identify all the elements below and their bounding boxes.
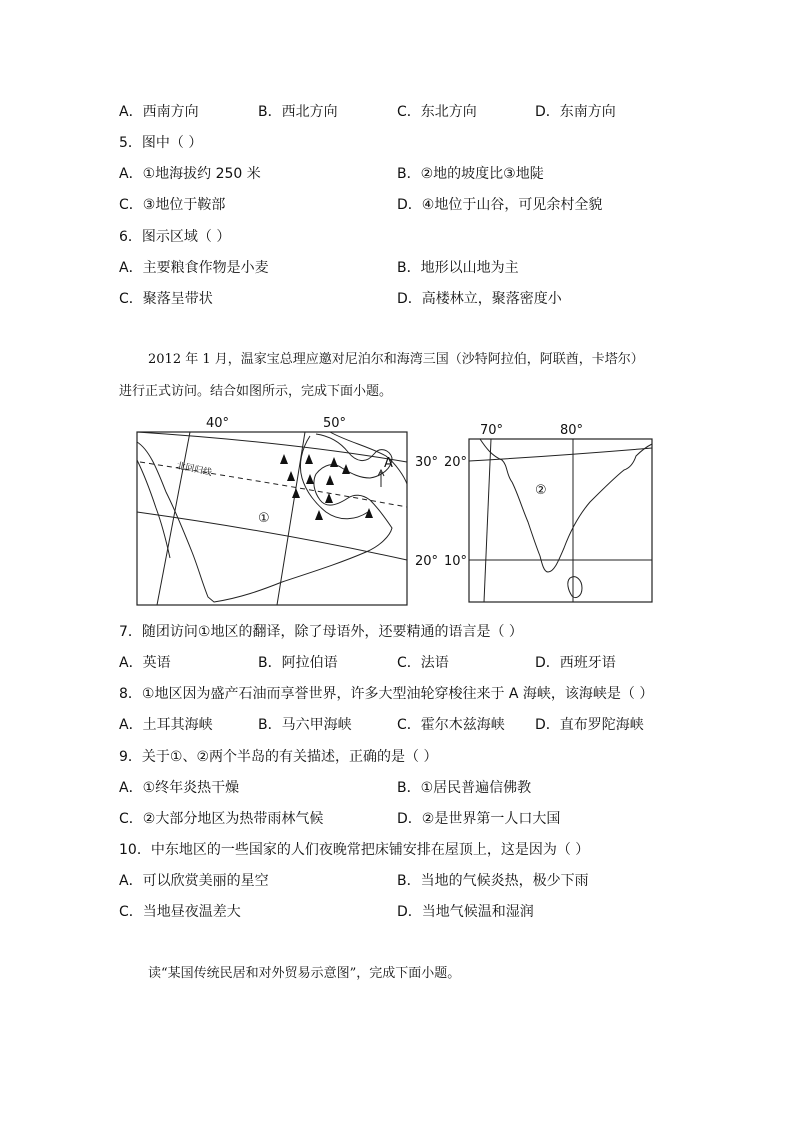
map-left-lat-label-20: 20° (415, 554, 439, 569)
q7-stem: 7．随团访问①地区的翻译，除了母语外，还要精通的语言是（ ） (119, 624, 523, 640)
q8-option-c: C．霍尔木兹海峡 (397, 717, 505, 733)
q6-option-a: A．主要粮食作物是小麦 (119, 260, 269, 276)
map-right-lon-label-70: 70° (480, 423, 504, 438)
q4-option-d: D．东南方向 (535, 104, 616, 120)
q9-option-d: D．②是世界第一人口大国 (397, 811, 561, 827)
q9-option-c: C．②大部分地区为热带雨林气候 (119, 811, 324, 827)
q9-option-b: B．①居民普遍信佛教 (397, 780, 532, 796)
q5-option-c: C．③地位于鞍部 (119, 197, 226, 213)
q6-option-c: C．聚落呈带状 (119, 291, 213, 307)
map-left-lon-label-40: 40° (206, 416, 230, 431)
q6-stem: 6．图示区域（ ） (119, 229, 231, 245)
map-left-lon-label-50: 50° (323, 416, 347, 431)
region-label-1: ① (258, 511, 270, 526)
q6-option-b: B．地形以山地为主 (397, 260, 519, 276)
map-right-lat-label-20: 20° (444, 455, 468, 470)
q7-option-a: A．英语 (119, 655, 171, 671)
q10-option-d: D．当地气候温和湿润 (397, 904, 534, 920)
map-right-lon-label-80: 80° (560, 423, 584, 438)
map-indian-peninsula (436, 412, 658, 608)
q5-option-b: B．②地的坡度比③地陡 (397, 166, 544, 182)
tropic-of-cancer-label: 北回归线 (175, 461, 213, 479)
q8-option-a: A．土耳其海峡 (119, 717, 213, 733)
q4-option-c: C．东北方向 (397, 104, 477, 120)
q9-stem: 9．关于①、②两个半岛的有关描述，正确的是（ ） (119, 749, 438, 765)
q9-option-a: A．①终年炎热干燥 (119, 780, 240, 796)
region-label-2: ② (535, 483, 547, 498)
q4-option-b: B．西北方向 (258, 104, 338, 120)
q8-option-b: B．马六甲海峡 (258, 717, 352, 733)
q6-option-d: D．高楼林立，聚落密度小 (397, 291, 562, 307)
q7-option-b: B．阿拉伯语 (258, 655, 338, 671)
q10-option-b: B．当地的气候炎热，极少下雨 (397, 873, 589, 889)
q8-option-d: D．直布罗陀海峡 (535, 717, 644, 733)
q10-option-c: C．当地昼夜温差大 (119, 904, 241, 920)
map-arabian-peninsula (130, 412, 439, 608)
q5-option-d: D．④地位于山谷，可见余村全貌 (397, 197, 603, 213)
intro-paragraph-line-1: 2012 年 1 月，温家宝总理应邀对尼泊尔和海湾三国（沙特阿拉伯，阿联酋，卡塔尔） (148, 352, 644, 367)
map-left-lat-label-30: 30° (415, 455, 439, 470)
intro-paragraph-line-2: 进行正式访问。结合如图所示，完成下面小题。 (119, 384, 393, 399)
intro-paragraph-2: 读“某国传统民居和对外贸易示意图”，完成下面小题。 (148, 966, 461, 981)
q4-option-a: A．西南方向 (119, 104, 199, 120)
q5-option-a: A．①地海拔约 250 米 (119, 166, 261, 182)
q10-option-a: A．可以欣赏美丽的星空 (119, 873, 269, 889)
q7-option-c: C．法语 (397, 655, 449, 671)
q10-stem: 10．中东地区的一些国家的人们夜晚常把床铺安排在屋顶上，这是因为（ ） (119, 842, 590, 858)
strait-label-a: A (384, 456, 393, 471)
q8-stem: 8．①地区因为盛产石油而享誉世界，许多大型油轮穿梭往来于 A 海峡，该海峡是（ ） (119, 686, 654, 702)
q5-stem: 5．图中（ ） (119, 135, 203, 151)
map-right-lat-label-10: 10° (444, 554, 468, 569)
q7-option-d: D．西班牙语 (535, 655, 616, 671)
